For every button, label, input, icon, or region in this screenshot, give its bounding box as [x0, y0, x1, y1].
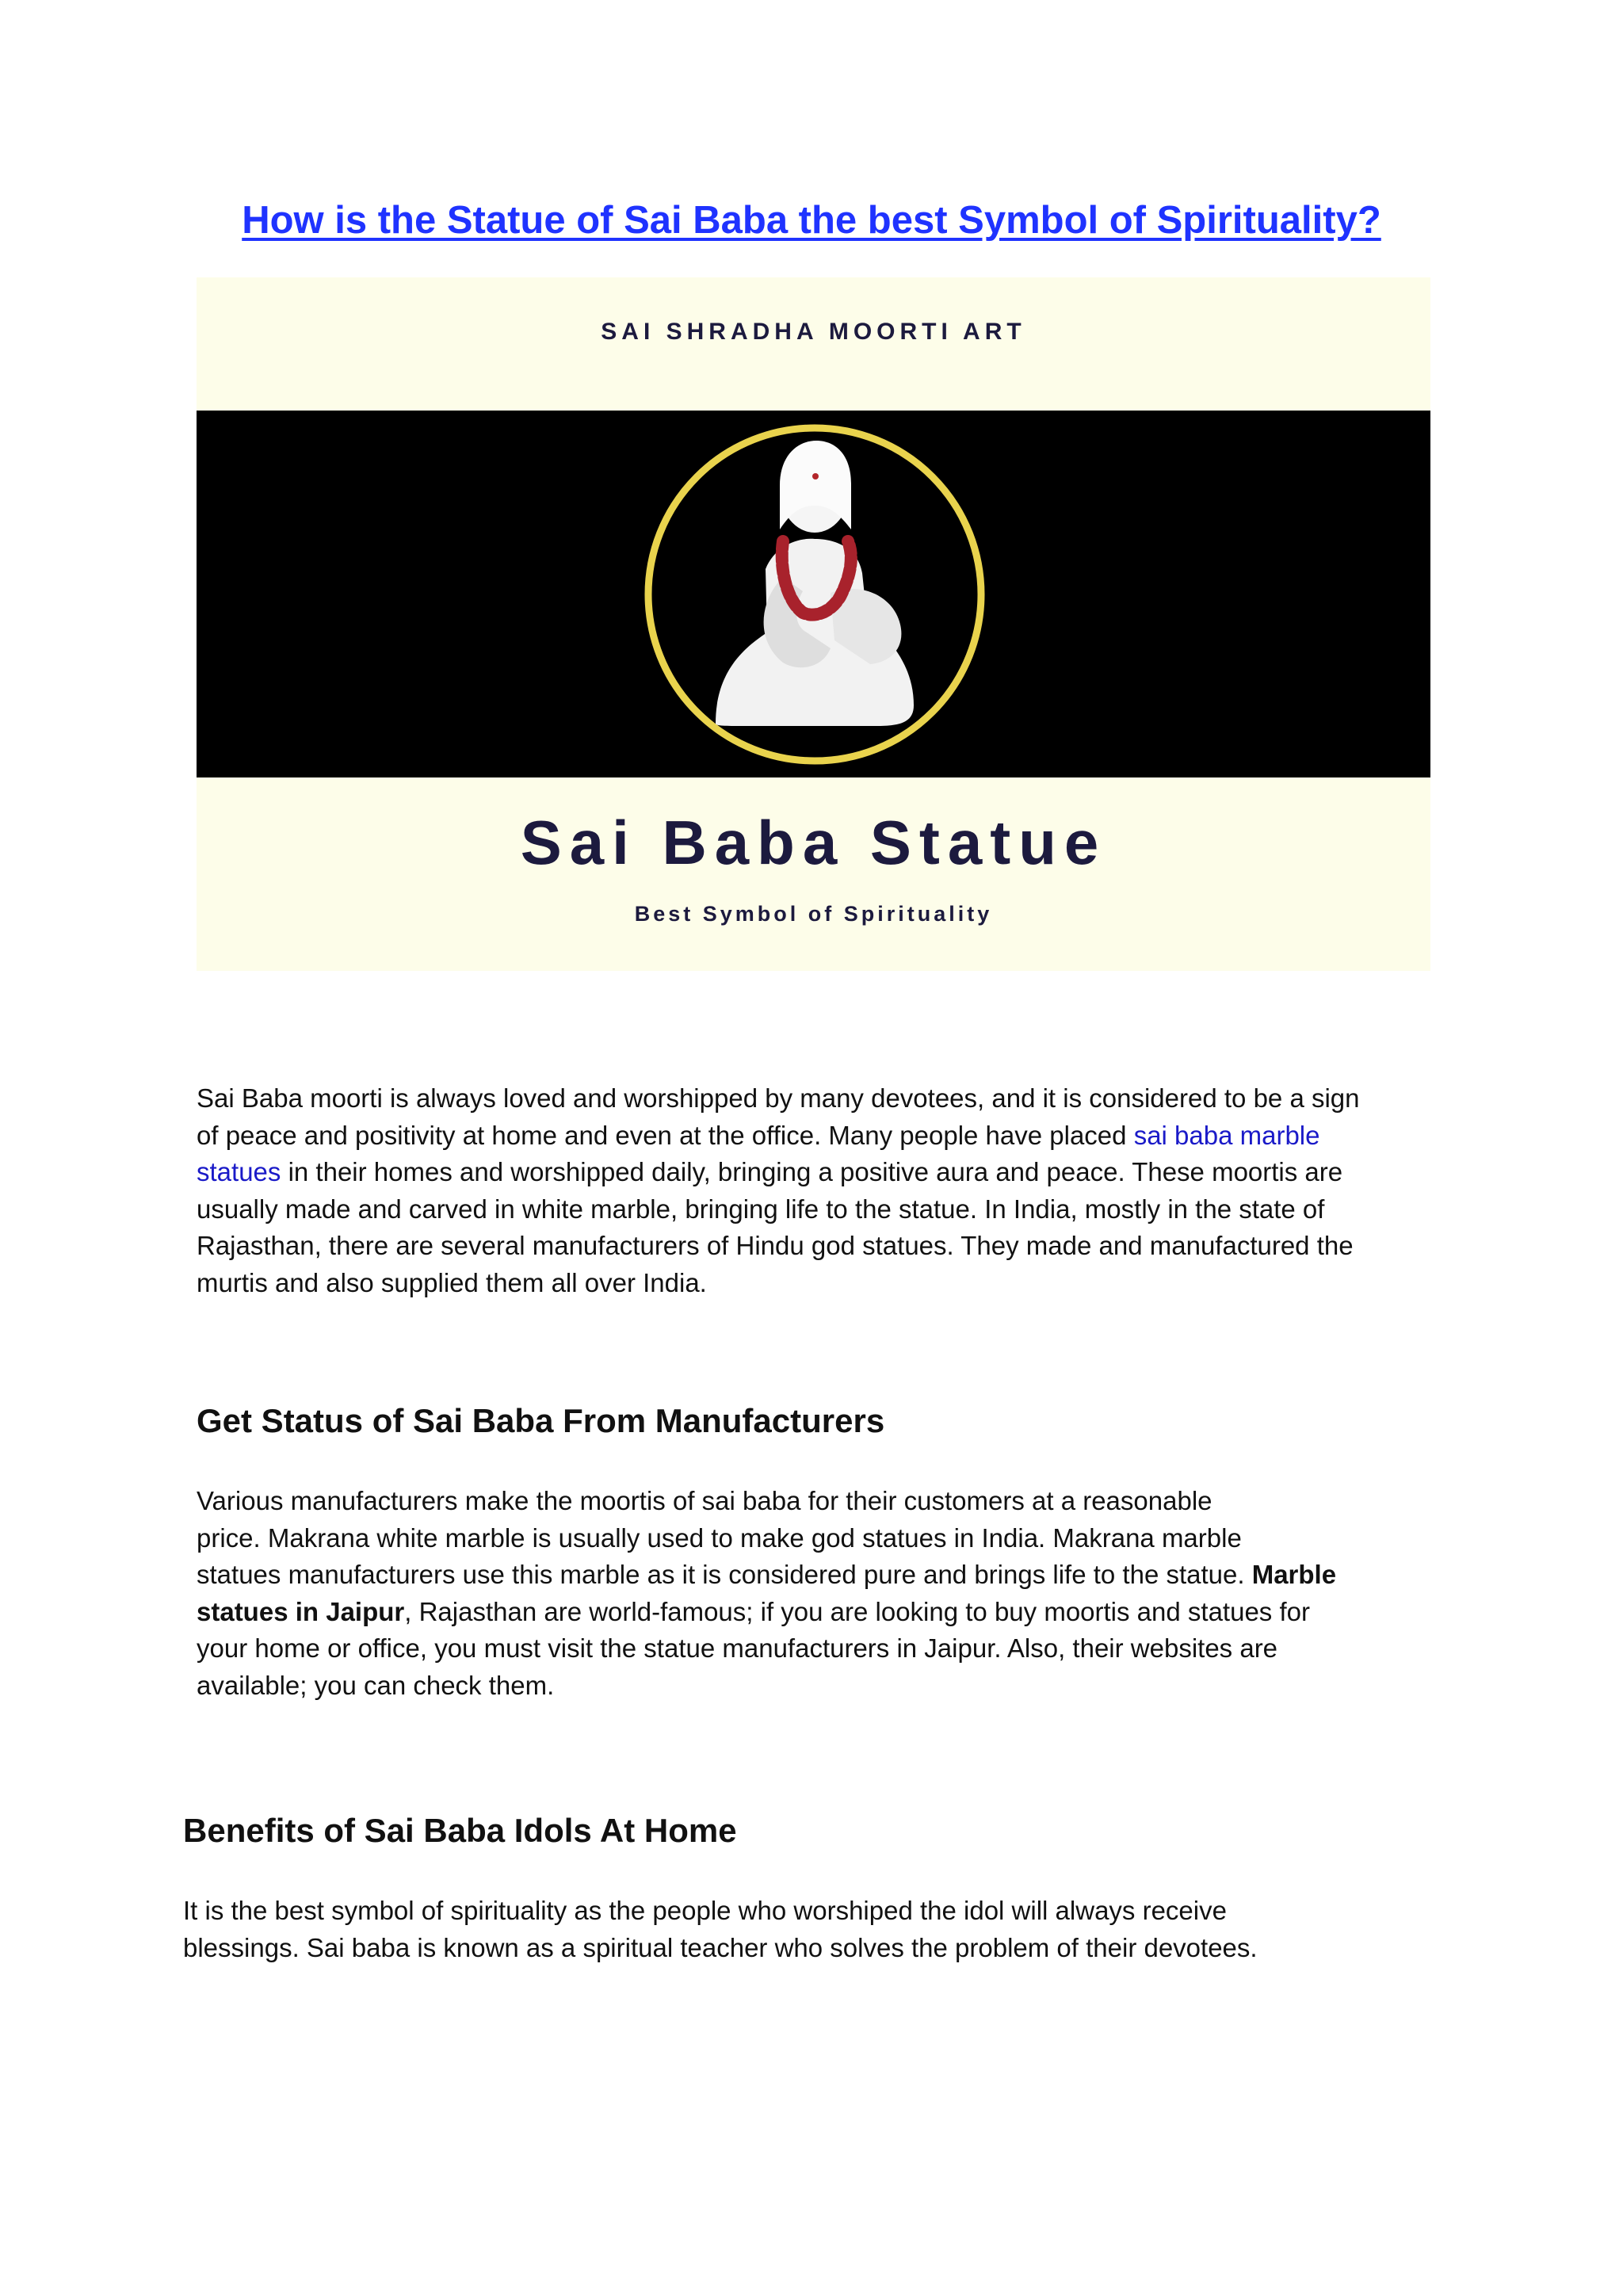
paragraph-line: [197, 1557, 1437, 1594]
paragraph-line: available; you can check them.: [197, 1670, 555, 1700]
paragraph-line: Various manufacturers make the moortis of sai baba for their customers at a reasonable: [197, 1486, 1212, 1515]
intro-line: murtis and also supplied them all over India.: [197, 1267, 707, 1297]
paragraph-line: [197, 1594, 1437, 1631]
paragraph-line: your home or office, you must visit the statue manufacturers in Jaipur. Also, their websites are: [197, 1633, 1278, 1663]
intro-paragraph: [197, 1080, 1437, 1301]
statues-link[interactable]: statues: [197, 1157, 281, 1186]
paragraph-line: It is the best symbol of spirituality as the people who worshiped the idol will always receive: [183, 1896, 1227, 1925]
banner-image: [197, 277, 1430, 971]
manufacturers-paragraph: [197, 1483, 1437, 1704]
section-heading-manufacturers: Get Status of Sai Baba From Manufacturers: [197, 1402, 885, 1439]
sai-baba-marble-link[interactable]: sai baba marble: [1133, 1120, 1320, 1150]
banner-band: [197, 411, 1430, 777]
statue-illustration: [197, 411, 1430, 777]
banner-subtitle: Best Symbol of Spirituality: [634, 902, 993, 926]
paragraph-line: price. Makrana white marble is usually used to make god statues in India. Makrana marble: [197, 1522, 1242, 1553]
intro-text: in their homes and worshipped daily, bringing a positive aura and peace. These moortis are: [281, 1157, 1343, 1186]
intro-line: [197, 1117, 1437, 1155]
paragraph-text: statues manufacturers use this marble as it is considered pure and brings life to the statue.: [197, 1560, 1252, 1589]
statues-in-jaipur-bold: statues in Jaipur: [197, 1596, 405, 1626]
banner-brand: SAI SHRADHA MOORTI ART: [601, 319, 1026, 345]
page-title[interactable]: How is the Statue of Sai Baba the best Symbol of Spirituality?: [242, 199, 1381, 242]
marble-bold: Marble: [1251, 1560, 1337, 1589]
banner-title: Sai Baba Statue: [520, 808, 1107, 877]
paragraph-line: blessings. Sai baba is known as a spiritual teacher who solves the problem of their devotees.: [183, 1932, 1258, 1962]
intro-text: of peace and positivity at home and even at the office. Many people have placed: [197, 1120, 1134, 1150]
intro-line: Rajasthan, there are several manufacturers of Hindu god statues. They made and manufactured the: [197, 1231, 1354, 1260]
paragraph-text: , Rajasthan are world-famous; if you are looking to buy moortis and statues for: [404, 1596, 1310, 1626]
section-heading-benefits: Benefits of Sai Baba Idols At Home: [183, 1812, 737, 1849]
intro-line: usually made and carved in white marble, bringing life to the statue. In India, mostly in the state of: [197, 1194, 1325, 1224]
intro-line: Sai Baba moorti is always loved and worshipped by many devotees, and it is considered to be a sign: [197, 1083, 1360, 1113]
intro-line: [197, 1154, 1437, 1191]
benefits-paragraph: [183, 1893, 1530, 1966]
